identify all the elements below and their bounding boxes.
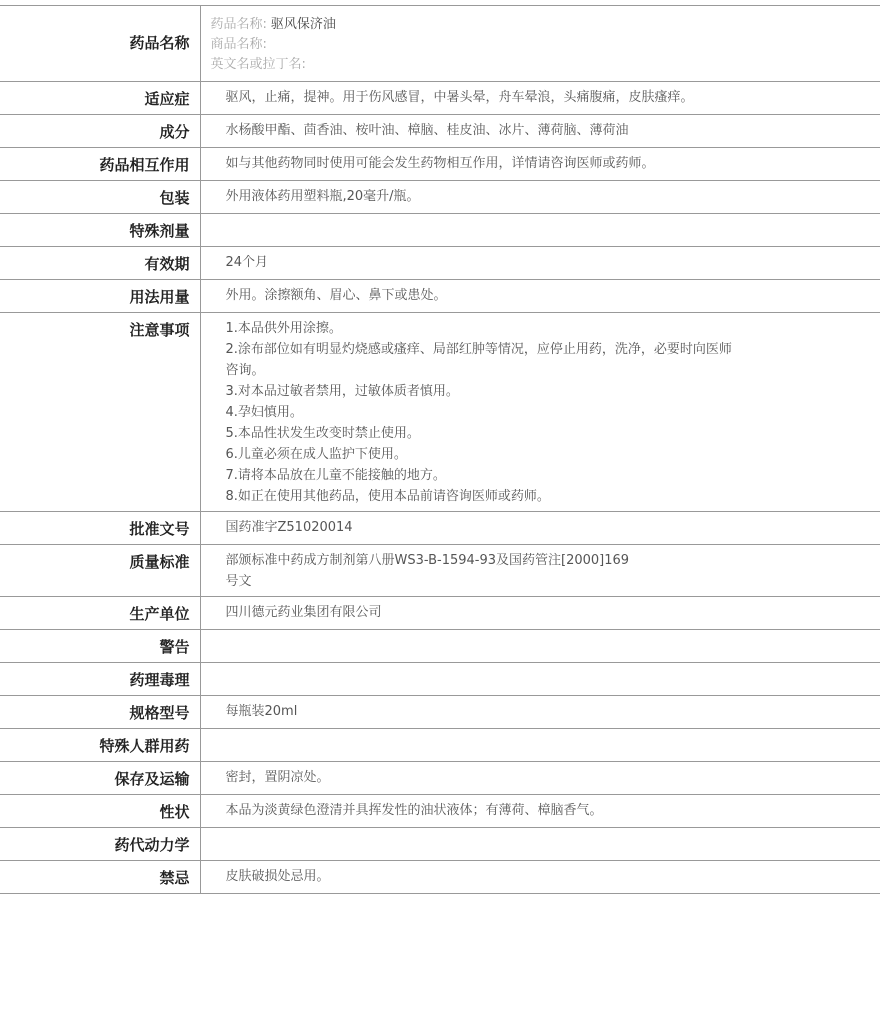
contraindications-value: 皮肤破损处忌用。: [225, 869, 330, 884]
interactions-label: 药品相互作用: [0, 148, 200, 181]
precautions-list: [200, 313, 880, 512]
row-validity: [0, 247, 880, 280]
row-standard: [0, 545, 880, 597]
special-dosage-value: [200, 214, 880, 247]
generic-name-key: 药品名称:: [210, 17, 267, 32]
precaution-item: 咨询。: [225, 363, 265, 378]
toxicology-value: [200, 663, 880, 696]
warning-value: [200, 630, 880, 663]
special-dosage-label: 特殊剂量: [0, 214, 200, 247]
manufacturer-value: 四川德元药业集团有限公司: [225, 605, 382, 620]
approval-label: 批准文号: [0, 512, 200, 545]
package-label: 包装: [0, 181, 200, 214]
precautions-label: 注意事项: [0, 313, 200, 512]
row-pharmacokinetics: [0, 828, 880, 861]
manufacturer-label: 生产单位: [0, 597, 200, 630]
precaution-item: 5.本品性状发生改变时禁止使用。: [225, 426, 420, 441]
row-interactions: [0, 148, 880, 181]
indications-label: 适应症: [0, 82, 200, 115]
precaution-item: 4.孕妇慎用。: [225, 405, 303, 420]
row-indications: [0, 82, 880, 115]
row-special-dosage: [0, 214, 880, 247]
warning-label: 警告: [0, 630, 200, 663]
standard-line: 号文: [225, 574, 252, 589]
spec-label: 规格型号: [0, 696, 200, 729]
trade-name-key: 商品名称:: [210, 37, 267, 52]
precaution-item: 2.涂布部位如有明显灼烧感或瘙痒、局部红肿等情况，应停止用药，洗净，必要时向医师: [225, 342, 732, 357]
appearance-value: 本品为淡黄绿色澄清并具挥发性的油状液体；有薄荷、樟脑香气。: [225, 803, 603, 818]
row-composition: [0, 115, 880, 148]
standard-label: 质量标准: [0, 545, 200, 597]
drug-name-label: 药品名称: [0, 6, 200, 82]
special-groups-label: 特殊人群用药: [0, 729, 200, 762]
trade-name-line: [211, 35, 871, 55]
spec-value: 每瓶装20ml: [225, 704, 298, 719]
precaution-item: 1.本品供外用涂擦。: [225, 321, 342, 336]
row-package: [0, 181, 880, 214]
interactions-value: 如与其他药物同时使用可能会发生药物相互作用，详情请咨询医师或药师。: [225, 156, 655, 171]
package-value: 外用液体药用塑料瓶,20毫升/瓶。: [225, 189, 420, 204]
row-spec: [0, 696, 880, 729]
drug-name-cell: [200, 6, 880, 82]
precaution-item: 7.请将本品放在儿童不能接触的地方。: [225, 468, 446, 483]
storage-value: 密封，置阴凉处。: [225, 770, 330, 785]
pharmacokinetics-value: [200, 828, 880, 861]
validity-label: 有效期: [0, 247, 200, 280]
special-groups-value: [200, 729, 880, 762]
contraindications-label: 禁忌: [0, 861, 200, 894]
standard-value: [200, 545, 880, 597]
appearance-label: 性状: [0, 795, 200, 828]
row-manufacturer: [0, 597, 880, 630]
generic-name-value: 驱风保济油: [270, 17, 336, 32]
row-storage: [0, 762, 880, 795]
generic-name-line: [211, 15, 871, 35]
usage-label: 用法用量: [0, 280, 200, 313]
row-contraindications: [0, 861, 880, 894]
row-precautions: [0, 313, 880, 512]
composition-label: 成分: [0, 115, 200, 148]
row-appearance: [0, 795, 880, 828]
drug-info-table: [0, 5, 880, 894]
validity-value: 24个月: [225, 255, 269, 270]
drug-info-sheet: [0, 5, 880, 894]
approval-value: 国药准字Z51020014: [225, 520, 353, 535]
row-toxicology: [0, 663, 880, 696]
composition-value: 水杨酸甲酯、茴香油、桉叶油、樟脑、桂皮油、冰片、薄荷脑、薄荷油: [225, 123, 629, 138]
precaution-item: 3.对本品过敏者禁用，过敏体质者慎用。: [225, 384, 459, 399]
row-special-groups: [0, 729, 880, 762]
storage-label: 保存及运输: [0, 762, 200, 795]
english-name-key: 英文名或拉丁名:: [210, 57, 306, 72]
row-drug-name: [0, 6, 880, 82]
row-approval: [0, 512, 880, 545]
row-warning: [0, 630, 880, 663]
indications-value: 驱风，止痛，提神。用于伤风感冒，中暑头晕，舟车晕浪，头痛腹痛，皮肤瘙痒。: [225, 90, 694, 105]
row-usage: [0, 280, 880, 313]
precaution-item: 8.如正在使用其他药品，使用本品前请咨询医师或药师。: [225, 489, 550, 504]
pharmacokinetics-label: 药代动力学: [0, 828, 200, 861]
toxicology-label: 药理毒理: [0, 663, 200, 696]
usage-value: 外用。涂擦额角、眉心、鼻下或患处。: [225, 288, 447, 303]
english-name-line: [211, 55, 871, 75]
precaution-item: 6.儿童必须在成人监护下使用。: [225, 447, 407, 462]
standard-line: 部颁标准中药成方制剂第八册WS3-B-1594-93及国药管注[2000]169: [225, 553, 630, 568]
